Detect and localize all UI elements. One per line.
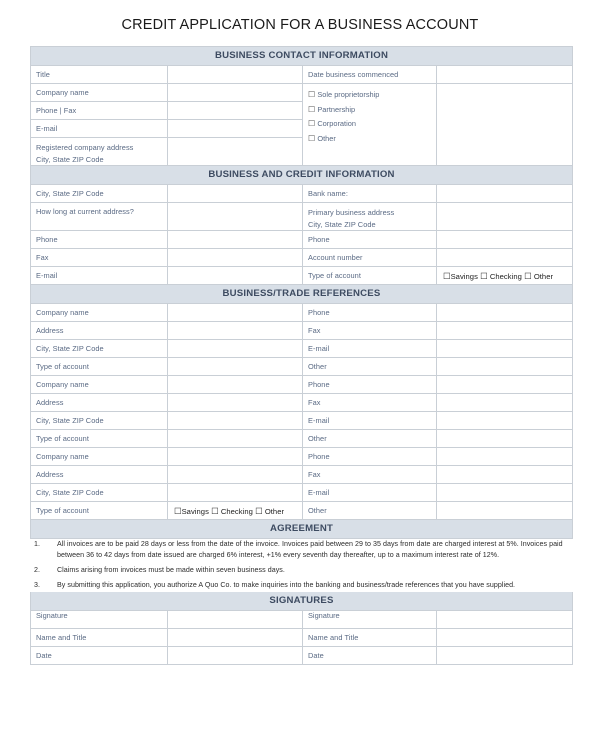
field-label-credit-phone-left (31, 231, 168, 249)
account-type-label: Checking (220, 507, 253, 516)
label-text: Company name (36, 308, 89, 317)
field-label-credit-city (31, 185, 168, 203)
sig-input-signature-right[interactable] (437, 611, 573, 629)
ref2-label-company-name (31, 376, 168, 394)
section-header-row-credit (31, 166, 573, 185)
label-text: City, State ZIP Code (36, 488, 104, 497)
table-row (31, 394, 573, 412)
ref1-input-address[interactable] (168, 322, 303, 340)
label-text: City, State ZIP Code (36, 344, 104, 353)
account-type-choices-ref3 (168, 502, 303, 520)
checkbox-savings-icon[interactable]: ☐ (443, 271, 451, 281)
ref2-input-city[interactable] (168, 412, 303, 430)
checkbox-checking-icon[interactable]: ☐ (211, 506, 219, 516)
field-input-bank-name[interactable] (437, 185, 573, 203)
field-label-credit-fax (31, 249, 168, 267)
field-input-email[interactable] (168, 120, 303, 138)
table-row (31, 340, 573, 358)
list-item (31, 580, 572, 591)
ref1-input-company-name[interactable] (168, 304, 303, 322)
table-row (31, 430, 573, 448)
field-input-company-name[interactable] (168, 84, 303, 102)
ref3-input-phone[interactable] (437, 448, 573, 466)
entity-type-label: Partnership (317, 104, 356, 114)
label-text: Fax (308, 398, 321, 407)
checkbox-other-icon[interactable]: ☐ (524, 271, 532, 281)
ref3-label-city (31, 484, 168, 502)
agreement-list (31, 539, 572, 591)
list-number: 2. (34, 566, 40, 575)
label-text: Phone (308, 235, 330, 244)
label-text: Name and Title (308, 633, 359, 643)
ref3-input-fax[interactable] (437, 466, 573, 484)
label-text: Date (308, 651, 324, 661)
table-row (31, 358, 573, 376)
field-input-credit-phone-left[interactable] (168, 231, 303, 249)
ref3-label-company-name (31, 448, 168, 466)
label-text: Phone (36, 235, 58, 244)
field-input-credit-city[interactable] (168, 185, 303, 203)
table-row (31, 66, 573, 84)
ref2-input-type-of-account[interactable] (168, 430, 303, 448)
label-text: Other (308, 362, 327, 371)
section-header-row-references (31, 285, 573, 304)
field-label-credit-phone-right (303, 231, 437, 249)
ref1-input-city[interactable] (168, 340, 303, 358)
account-type-label: Other (264, 507, 285, 516)
ref2-label-city (31, 412, 168, 430)
sig-input-date-right[interactable] (437, 647, 573, 665)
ref2-label-type-of-account (31, 430, 168, 448)
field-label-bank-name (303, 185, 437, 203)
ref3-label-type-of-account (31, 502, 168, 520)
agreement-body (31, 539, 573, 592)
field-input-entity-type[interactable] (437, 84, 573, 166)
ref2-input-other[interactable] (437, 430, 573, 448)
ref3-label-email (303, 484, 437, 502)
entity-type-label: Sole proprietorship (317, 90, 380, 99)
label-text: E-mail (308, 416, 330, 425)
ref1-label-other (303, 358, 437, 376)
ref1-label-city (31, 340, 168, 358)
table-row (31, 466, 573, 484)
list-item (31, 539, 572, 562)
ref3-input-address[interactable] (168, 466, 303, 484)
ref3-label-address (31, 466, 168, 484)
label-text: Bank name: (308, 189, 348, 198)
field-input-credit-fax[interactable] (168, 249, 303, 267)
label-text: Type of account (36, 434, 89, 443)
list-number: 3. (34, 580, 40, 589)
checkbox-other-icon[interactable]: ☐ (255, 506, 263, 516)
account-type-label: Savings (181, 507, 209, 516)
label-line-1: Registered company address (36, 143, 134, 152)
ref2-input-address[interactable] (168, 394, 303, 412)
table-row (31, 629, 573, 647)
sig-input-name-title-left[interactable] (168, 629, 303, 647)
field-label-title (31, 66, 168, 84)
ref2-label-email (303, 412, 437, 430)
section-header-row-signatures (31, 592, 573, 611)
label-text: How long at current address? (36, 207, 134, 216)
ref3-input-company-name[interactable] (168, 448, 303, 466)
checkbox-savings-icon[interactable]: ☐ (174, 506, 182, 516)
sig-label-name-title-left (31, 629, 168, 647)
label-text: Title (36, 70, 50, 79)
table-row (31, 647, 573, 665)
label-text: Phone | Fax (36, 106, 77, 115)
label-text: Address (36, 470, 64, 479)
label-text: E-mail (308, 344, 330, 353)
label-text: Signature (36, 611, 68, 621)
ref2-label-fax (303, 394, 437, 412)
sig-label-name-title-right (303, 629, 437, 647)
section-header-credit (31, 166, 573, 185)
field-label-credit-email (31, 267, 168, 285)
field-input-date-commenced[interactable] (437, 66, 573, 84)
sig-input-date-left[interactable] (168, 647, 303, 665)
field-input-primary-business-address[interactable] (437, 203, 573, 231)
checkbox-checking-icon[interactable]: ☐ (480, 271, 488, 281)
table-row (31, 412, 573, 430)
field-input-credit-email[interactable] (168, 267, 303, 285)
section-title-credit: BUSINESS AND CREDIT INFORMATION (208, 169, 395, 180)
field-input-account-number[interactable] (437, 249, 573, 267)
sig-label-date-right (303, 647, 437, 665)
label-text: Address (36, 326, 64, 335)
entity-type-list (303, 84, 436, 150)
ref1-input-phone[interactable] (437, 304, 573, 322)
ref2-input-phone[interactable] (437, 376, 573, 394)
label-line-1: Primary business address (308, 208, 395, 217)
section-title-references: BUSINESS/TRADE REFERENCES (222, 288, 381, 299)
label-text: E-mail (36, 124, 58, 133)
credit-application-form (30, 46, 572, 665)
table-row (31, 376, 573, 394)
entity-type-label: Corporation (317, 119, 356, 128)
label-text: Name and Title (36, 633, 87, 643)
label-line-2: City, State ZIP Code (36, 154, 104, 164)
checkbox-other-icon[interactable]: ☐ (308, 133, 316, 143)
label-text: Phone (308, 380, 330, 389)
list-text: By submitting this application, you authorize A Quo Co. to make inquiries into the banking and business/trade references that you have supplied. (57, 580, 516, 589)
section-title-contact: BUSINESS CONTACT INFORMATION (214, 50, 389, 61)
account-type-label: Other (533, 272, 554, 281)
ref1-label-phone (303, 304, 437, 322)
field-label-primary-business-address (303, 203, 437, 231)
section-header-row-agreement (31, 520, 573, 539)
table-row (31, 484, 573, 502)
table-row (31, 249, 573, 267)
label-text: City, State ZIP Code (36, 416, 104, 425)
checkbox-partnership-icon[interactable]: ☐ (308, 104, 316, 114)
table-row (31, 539, 573, 592)
section-title-agreement: AGREEMENT (269, 523, 334, 534)
sig-label-signature-left (31, 611, 168, 629)
ref1-input-type-of-account[interactable] (168, 358, 303, 376)
label-text: E-mail (36, 271, 58, 280)
list-number: 1. (34, 540, 40, 548)
ref2-input-fax[interactable] (437, 394, 573, 412)
ref1-label-type-of-account (31, 358, 168, 376)
label-text: Phone (308, 452, 330, 461)
ref1-input-fax[interactable] (437, 322, 573, 340)
label-text: City, State ZIP Code (36, 189, 104, 198)
account-type-choices-credit (437, 267, 573, 285)
field-label-date-commenced (303, 66, 437, 84)
field-input-registered-address[interactable] (168, 138, 303, 166)
table-row (31, 502, 573, 520)
sig-input-name-title-right[interactable] (437, 629, 573, 647)
label-text: Company name (36, 452, 89, 461)
label-text: Type of account (308, 271, 361, 280)
field-label-company-name (31, 84, 168, 102)
ref1-label-email (303, 340, 437, 358)
entity-type-options (303, 84, 437, 166)
list-item (31, 565, 572, 576)
account-type-label: Savings (450, 272, 478, 281)
field-input-credit-phone-right[interactable] (437, 231, 573, 249)
account-type-list (437, 267, 572, 281)
account-type-list (168, 502, 302, 516)
ref2-label-other (303, 430, 437, 448)
label-text: Phone (308, 308, 330, 317)
checkbox-corporation-icon[interactable]: ☐ (308, 119, 316, 128)
label-text: Account number (308, 253, 363, 262)
field-input-how-long-address[interactable] (168, 203, 303, 231)
ref2-label-address (31, 394, 168, 412)
form-table (30, 46, 573, 665)
field-label-email (31, 120, 168, 138)
field-input-phone-fax[interactable] (168, 102, 303, 120)
ref1-label-company-name (31, 304, 168, 322)
label-text: Signature (308, 611, 340, 621)
table-row (31, 185, 573, 203)
label-text: Address (36, 398, 64, 407)
label-text (31, 138, 167, 165)
section-header-signatures (31, 592, 573, 611)
ref1-label-fax (303, 322, 437, 340)
label-text (303, 203, 436, 230)
table-row (31, 203, 573, 231)
list-text: All invoices are to be paid 28 days or less from the date of the invoice. Invoices paid between 29 to 35 days from date are charged interest at 5%. Invoices paid between 36 to 42 days from date issued are charged 6% interest, +1% every seventh day thereafter, up to a maximum interest rate of 12%. (57, 540, 563, 560)
field-label-account-number (303, 249, 437, 267)
page-title: CREDIT APPLICATION FOR A BUSINESS ACCOUNT (121, 17, 479, 33)
ref2-label-phone (303, 376, 437, 394)
sig-input-signature-left[interactable] (168, 611, 303, 629)
checkbox-sole-proprietorship-icon[interactable]: ☐ (308, 90, 316, 99)
ref1-label-address (31, 322, 168, 340)
table-row (31, 448, 573, 466)
label-text: Company name (36, 88, 89, 97)
account-type-label: Checking (489, 272, 522, 281)
table-row (31, 231, 573, 249)
field-label-type-of-account-credit (303, 267, 437, 285)
table-row (31, 611, 573, 629)
label-text: Type of account (36, 506, 89, 515)
ref1-input-email[interactable] (437, 340, 573, 358)
entity-type-label: Other (317, 133, 336, 143)
section-title-signatures: SIGNATURES (269, 595, 334, 607)
ref3-label-fax (303, 466, 437, 484)
label-text: Fax (308, 326, 321, 335)
section-header-references (31, 285, 573, 304)
field-input-title[interactable] (168, 66, 303, 84)
ref1-input-other[interactable] (437, 358, 573, 376)
label-text: Type of account (36, 362, 89, 371)
field-label-registered-address (31, 138, 168, 166)
list-text: Claims arising from invoices must be made within seven business days. (57, 566, 285, 575)
table-row (31, 304, 573, 322)
ref3-label-phone (303, 448, 437, 466)
table-row (31, 322, 573, 340)
sig-label-date-left (31, 647, 168, 665)
field-label-how-long-address (31, 203, 168, 231)
label-text: Company name (36, 380, 89, 389)
label-text: Other (308, 506, 327, 515)
field-label-phone-fax (31, 102, 168, 120)
table-row (31, 267, 573, 285)
section-header-row-contact (31, 47, 573, 66)
section-header-contact (31, 47, 573, 66)
ref2-input-email[interactable] (437, 412, 573, 430)
ref3-label-other (303, 502, 437, 520)
table-row (31, 84, 573, 102)
ref2-input-company-name[interactable] (168, 376, 303, 394)
label-text: Other (308, 434, 327, 443)
label-line-2: City, State ZIP Code (308, 219, 376, 229)
label-text: Fax (36, 253, 49, 262)
ref3-input-other[interactable] (437, 502, 573, 520)
label-text: Fax (308, 470, 321, 479)
label-text: E-mail (308, 488, 330, 497)
ref3-input-email[interactable] (437, 484, 573, 502)
sig-label-signature-right (303, 611, 437, 629)
label-text: Date business commenced (308, 70, 399, 79)
label-text: Date (36, 651, 52, 661)
section-header-agreement (31, 520, 573, 539)
ref3-input-city[interactable] (168, 484, 303, 502)
